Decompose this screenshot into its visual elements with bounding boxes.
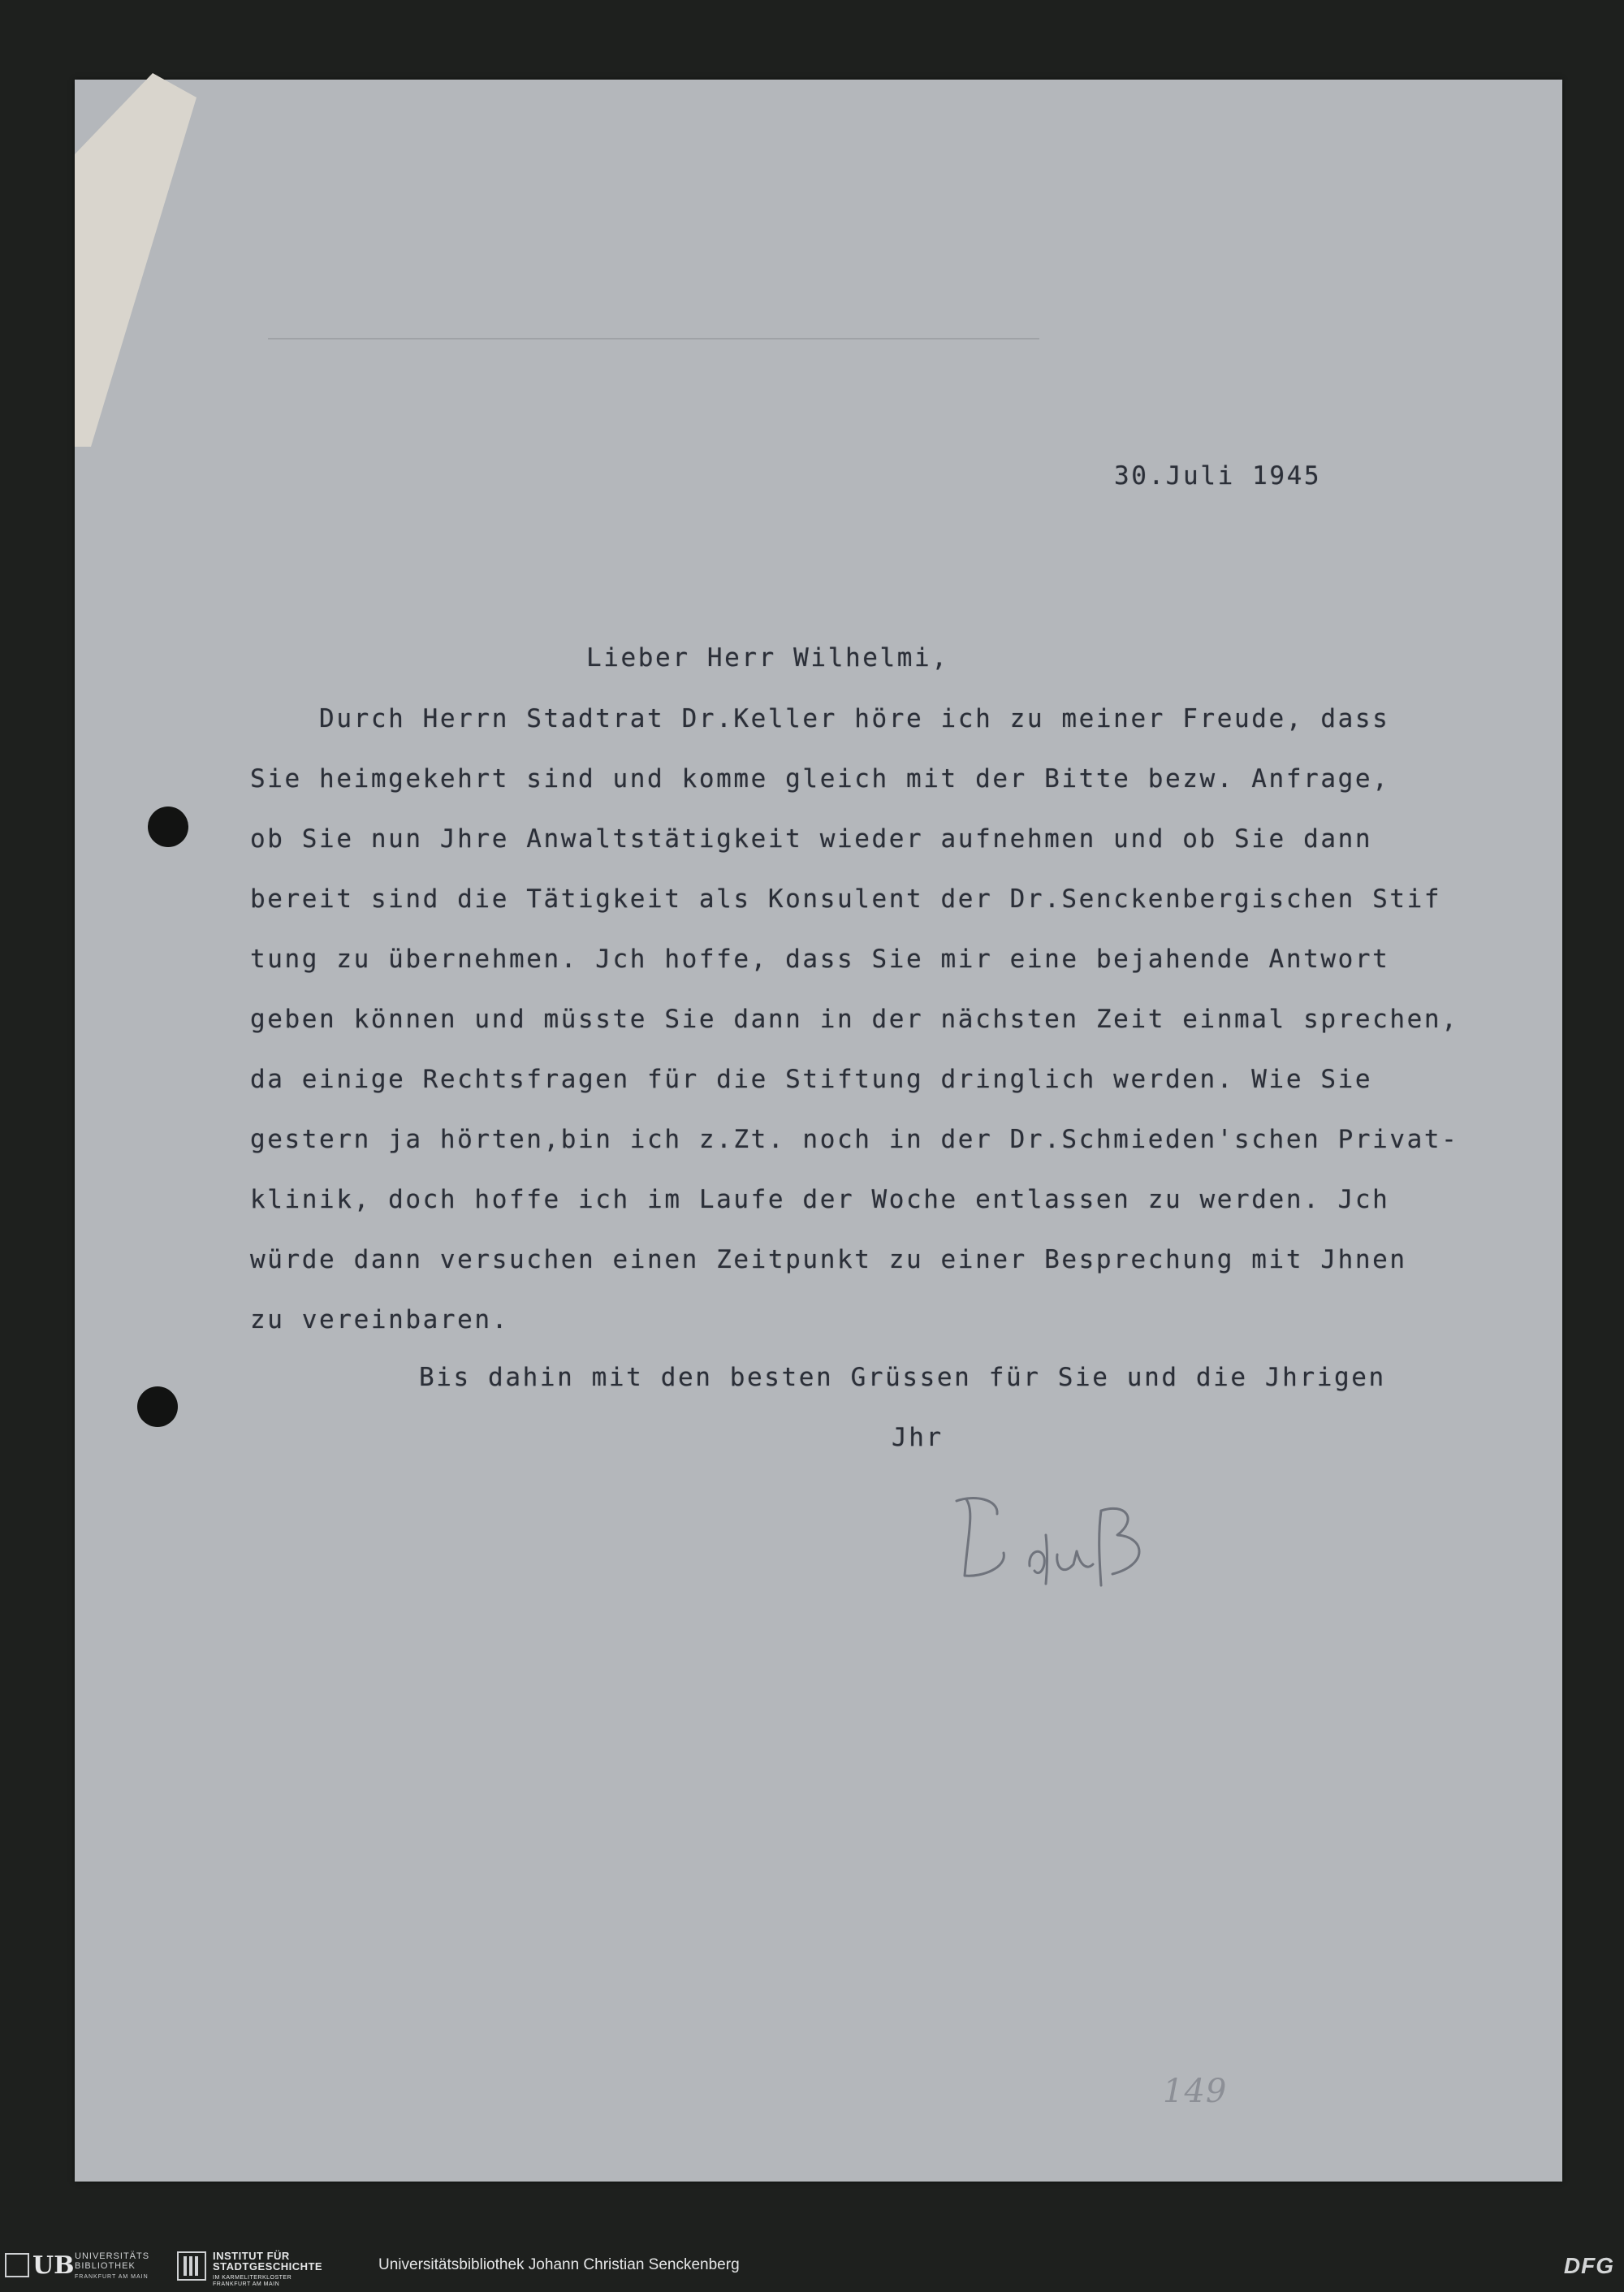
institute-logo-text: INSTITUT FÜR [213,2250,290,2262]
letter-closing-word: Jhr [892,1423,944,1452]
institute-logo-text: IM KARMELITERKLOSTER [213,2275,292,2281]
body-line: gestern ja hörten,bin ich z.Zt. noch in der Dr.Schmieden'schen Privat- [250,1125,1459,1154]
ub-logo-text: BIBLIOTHEK [75,2261,136,2271]
body-line: Sie heimgekehrt sind und komme gleich mit der Bitte bezw. Anfrage, [250,764,1390,794]
punch-hole [137,1386,178,1427]
body-line: da einige Rechtsfragen für die Stiftung dringlich werden. Wie Sie [250,1065,1373,1094]
ub-logo-letters: UB [32,2251,75,2280]
body-line: Durch Herrn Stadtrat Dr.Keller höre ich zu meiner Freude, dass [250,704,1390,733]
punch-hole [148,807,188,847]
ub-logo [5,2250,167,2286]
dfg-logo: DFG [1563,2253,1614,2278]
handwritten-signature [950,1486,1194,1600]
body-line: bereit sind die Tätigkeit als Konsulent der Dr.Senckenbergischen Stif [250,884,1442,914]
institute-logo [177,2250,364,2286]
letter-closing: Bis dahin mit den besten Grüssen für Sie und die Jhrigen [419,1363,1386,1392]
body-line: würde dann versuchen einen Zeitpunkt zu einer Besprechung mit Jhnen [250,1245,1407,1274]
page-number: 149 [1163,2073,1228,2110]
letter-salutation: Lieber Herr Wilhelmi, [586,643,949,672]
institute-logo-text: FRANKFURT AM MAIN [213,2281,280,2287]
faint-rule-line [268,338,1039,339]
body-line: zu vereinbaren. [250,1305,509,1334]
institute-logo-mark [177,2251,206,2281]
letter-date: 30.Juli 1945 [1114,461,1322,491]
body-line: geben können und müsste Sie dann in der nächsten Zeit einmal sprechen, [250,1005,1459,1034]
ub-logo-text: UNIVERSITÄTS [75,2251,150,2261]
footer-bar [0,2243,1624,2292]
body-line: ob Sie nun Jhre Anwaltstätigkeit wieder aufnehmen und ob Sie dann [250,824,1373,854]
body-line: tung zu übernehmen. Jch hoffe, dass Sie mir eine bejahende Antwort [250,945,1390,974]
institute-logo-text: STADTGESCHICHTE [213,2260,323,2273]
body-line: klinik, doch hoffe ich im Laufe der Woche entlassen zu werden. Jch [250,1185,1390,1214]
ub-logo-mark [5,2253,29,2277]
library-name: Universitätsbibliothek Johann Christian Senckenberg [378,2256,740,2273]
ub-logo-text: FRANKFURT AM MAIN [75,2274,149,2280]
